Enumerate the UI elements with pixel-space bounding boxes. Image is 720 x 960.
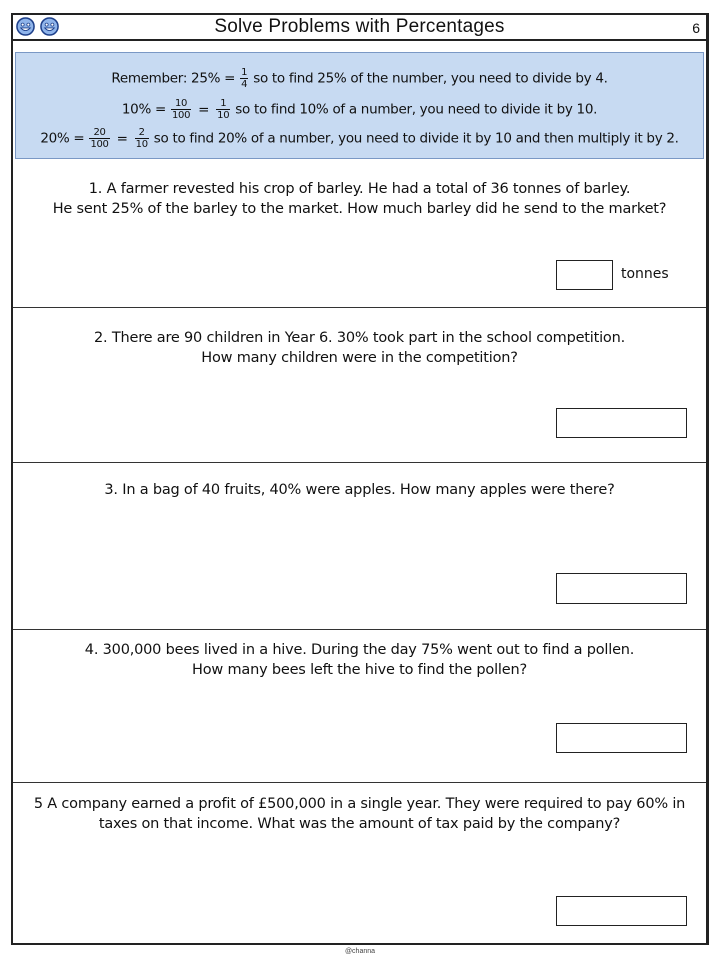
worksheet xyxy=(11,13,709,945)
divider xyxy=(13,462,706,463)
answer-box-4[interactable] xyxy=(556,723,687,753)
fraction: $\frac{1}{4}$ xyxy=(241,67,248,90)
reminder-text: so to find 20% of a number, you need to divide it by 10 and then multiply it by 2. xyxy=(153,130,679,147)
answer-box-2[interactable] xyxy=(556,408,687,438)
page-title: Solve Problems with Percentages xyxy=(214,16,505,37)
fraction: $\frac{2}{10}$ xyxy=(135,127,148,150)
reminder-text: so to find 10% of a number, you need to divide it by 10. xyxy=(235,101,598,118)
question-2: 2. There are 90 children in Year 6. 30% took part in the school competition. How many children were in the competition? xyxy=(93,330,625,366)
fraction: $\frac{1}{10}$ xyxy=(217,98,230,121)
answer-box-1[interactable] xyxy=(556,260,613,290)
question-5: 5 A company earned a profit of £500,000 in a single year. They were required to pay 60% in taxes on that income. What was the amount of tax paid by the company? xyxy=(33,796,686,832)
reminder-box xyxy=(15,52,704,159)
question-4: 4. 300,000 bees lived in a hive. During the day 75% went out to find a pollen. How many bees left the hive to find the pollen? xyxy=(84,642,635,678)
divider xyxy=(13,782,706,783)
fraction: $\frac{20}{100}$ xyxy=(90,127,109,150)
answer-box-5[interactable] xyxy=(556,896,687,926)
reminder-text: Remember: 25% = xyxy=(111,70,236,87)
reminder-line-2: 10% = $\frac{10}{100}$ = $\frac{1}{10}$ so to find 10% of a number, you need to divide it by 10. xyxy=(121,98,598,121)
reminder-line-3: 20% = $\frac{20}{100}$ = $\frac{2}{10}$ so to find 20% of a number, you need to divide it by 10 and then multiply it by 2. xyxy=(40,127,679,150)
fraction: $\frac{10}{100}$ xyxy=(171,98,191,121)
divider xyxy=(13,629,706,630)
reminder-text: so to find 25% of the number, you need to divide by 4. xyxy=(253,70,608,87)
answer-box-3[interactable] xyxy=(556,573,687,604)
question-1: 1. A farmer revested his crop of barley. He had a total of 36 tonnes of barley. He sent 25% of the barley to the market. How much barley did he send to the market? xyxy=(52,181,667,217)
divider xyxy=(13,307,706,308)
header xyxy=(13,15,706,41)
page-number: 6 xyxy=(692,20,700,36)
reminder-text: 10% = xyxy=(121,101,166,118)
question-3: 3. In a bag of 40 fruits, 40% were apples. How many apples were there? xyxy=(104,482,615,498)
reminder-line-1 xyxy=(16,67,703,90)
reminder-text: 20% = xyxy=(40,130,85,147)
footer-credit: @channa xyxy=(344,948,376,955)
unit-label: tonnes xyxy=(621,266,669,282)
